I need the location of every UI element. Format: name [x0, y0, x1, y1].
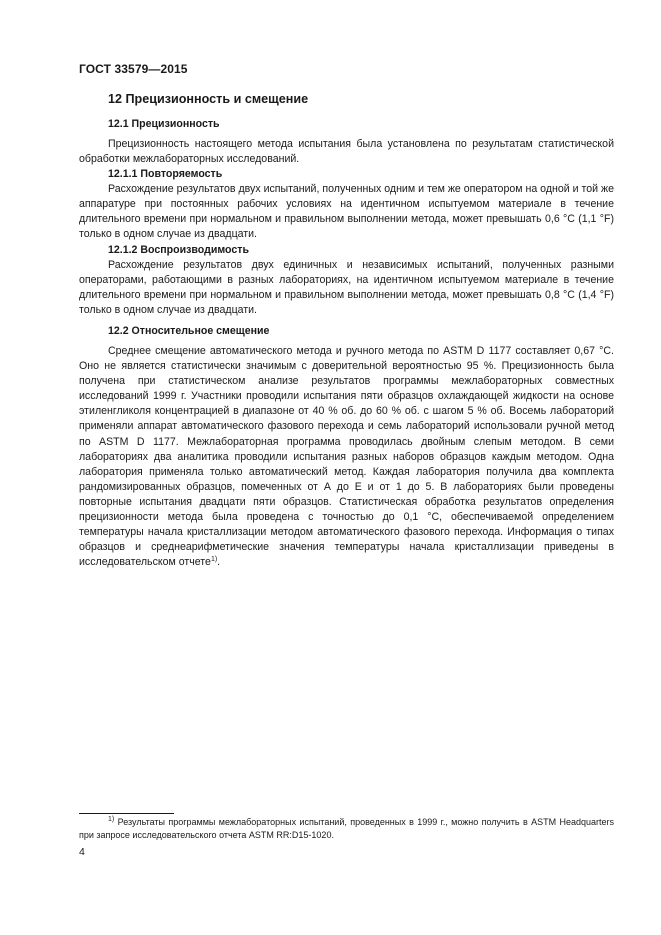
precision-heading: 12.1 Прецизионность [108, 118, 220, 130]
repeatability-text: Расхождение результатов двух испытаний, полученных одним и тем же оператором на одной и той же аппаратуре при постоянных рабочих условиях на идентичном испытуемом материале в течение длительного времени при нормальном и правильном выполнении метода, может превышать 0,6 °С (1,1 °F) только в одном случае из двадцати. [79, 183, 614, 241]
footnote-text: Результаты программы межлабораторных испытаний, проведенных в 1999 г., можно получить в ASTM Headquarters при запросе исследовательского отчета ASTM RR:D15-1020. [79, 817, 614, 840]
bias-text-body: Среднее смещение автоматического метода и ручного метода по ASTM D 1177 составляет 0,67 °С. Оно не является статистически значимым с доверительной вероятностью 95 %. Прецизионность была получена при статистическом анализе результатов программы межлабораторных совместных исследований 1999 г. Участники проводили испытания пяти образцов охлаждающей жидкости на основе этиленгликоля концентрацией в диапазоне от 40 % об. до 60 % об. с шагом 5 % об. Восемь лабораторий применяли аппарат автоматического фазового перехода и семь лабораторий использовали ручной метод по ASTM D 1177. Межлабораторная программа проводилась двойным слепым методом. В семи лабораториях два аналитика проводили испытания разных наборов образцов каждым методом. Одна лаборатория применяла только автоматический метод. Каждая лаборатория получила два комплекта рандомизированных образцов, помеченных от А до Е и от 1 до 5. В лабораториях были проведены повторные испытания двадцати пяти образцов. Статистическая обработка результатов определения прецизионности метода была проведена с точностью до 0,1 °С, обеспечиваемой определением температуры начала кристаллизации методом автоматического фазового перехода. Информация о типах образцов и среднеарифметические значения температуры начала кристаллизации приведены в исследовательском отчете [79, 344, 614, 569]
footnote [79, 816, 614, 842]
page-number: 4 [79, 846, 85, 858]
footnote-divider [79, 813, 174, 814]
repeatability-heading: 12.1.1 Повторяемость [108, 168, 223, 181]
precision-intro: Прецизионность настоящего метода испытания была установлена по результатам статистической обработки межлабораторных исследований. [79, 138, 614, 166]
footnote-reference: 1) [210, 556, 218, 564]
main-content [79, 90, 614, 570]
bias-text [79, 344, 614, 570]
bias-heading: 12.2 Относительное смещение [108, 324, 270, 337]
section-title: 12 Прецизионность и смещение [108, 92, 309, 106]
reproducibility-heading: 12.1.2 Воспроизводимость [108, 243, 249, 256]
footnote-marker: 1) [108, 816, 115, 823]
bias-text-end: . [217, 556, 221, 569]
reproducibility-text: Расхождение результатов двух единичных и независимых испытаний, полученных разными операторами, работающими в разных лабораториях, на идентичном испытуемом материале в течение длительного времени при нормальном и правильном выполнении метода, может превышать 0,8 °С (1,4 °F) только в одном случае из двадцати. [79, 258, 614, 316]
standard-code: ГОСТ 33579—2015 [79, 62, 188, 76]
